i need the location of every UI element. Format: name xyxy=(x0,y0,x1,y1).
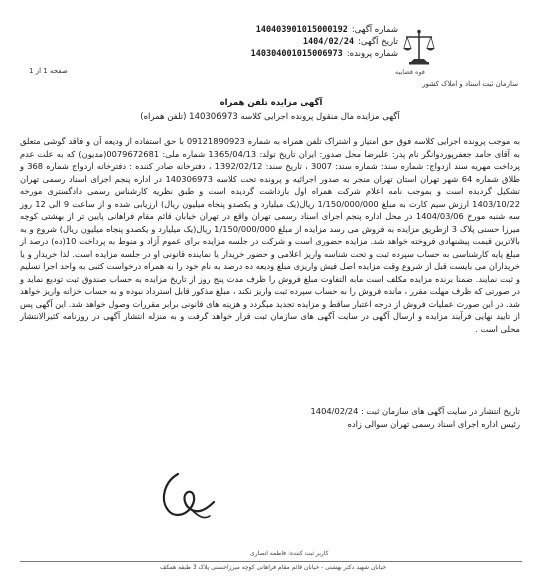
notice-number-label: شماره آگهی: xyxy=(351,25,398,35)
handwritten-signature-icon xyxy=(158,466,218,524)
notice-date: 1404/02/24 xyxy=(302,37,355,47)
publish-date: تاریخ انتشار در سایت آگهی های سازمان ثبت : 1404/02/24 xyxy=(310,406,520,416)
signer-name: رئیس اداره اجرای اسناد رسمی تهران سوالی زاده xyxy=(347,418,520,429)
footer-signatory-name: فاطمه انصاری xyxy=(250,550,287,557)
notice-body xyxy=(20,135,520,335)
notice-subtitle: آگهی مزایده مال منقول پرونده اجرایی کلاسه 140306973 (تلفن همراه) xyxy=(140,112,400,122)
footer-address: خیابان شهید دکتر بهشتی - خیابان قائم مقام فراهانی کوچه میرزاحسنی پلاک 3 طبقه همکف xyxy=(160,564,387,571)
notice-date-row xyxy=(178,36,398,48)
case-number-row xyxy=(178,48,398,60)
footer-signatory xyxy=(250,550,329,557)
footer-role: کاربر ثبت کننده: xyxy=(287,550,329,557)
case-number: 140304001015006973 xyxy=(250,49,343,59)
signer-block xyxy=(20,405,520,430)
notice-date-label: تاریخ آگهی: xyxy=(358,37,398,47)
header-meta xyxy=(178,24,398,60)
notice-title: آگهی مزایده تلفن همراه xyxy=(219,98,323,108)
gov-org: سازمان ثبت اسناد و املاک کشور xyxy=(422,80,518,88)
case-number-label: شماره پرونده: xyxy=(346,49,398,59)
notice-body-paragraph: به موجب پرونده اجرایی کلاسه فوق حق امتیاز و اشتراک تلفن همراه به شماره 09121890923 با حق استفاده از ودیعه آن و فاقد گوشی متعلق به آقای حامد جعفرپوردوانگر نام پدر: علیرضا محل صدور: ایران تاریخ تولد: 1365/04/13 شماره ملی: 0079672681(مدیون) که به علت عدم پرداخت مهریه سند ازدواج: شماره سند: شماره سند: 3007 ، تاریخ سند: 1392/02/12 ، دفترخانه صادر کننده : دفترخانه ازدواج شماره 368 و طلاق شماره 64 شهر تهران استان تهران منجر به صدور اجرائیه و پرونده تحت کلاسه 140306973 در اداره پنجم اجرای اسناد رسمی تهران تشکیل گردیده است و بموجب نامه اعلام شرکت همراه اول بازداشت گردیده است و طبق نظریه کارشناس رسمی دادگستری مورخه 1403/10/22 ارزش سیم کارت به مبلغ 1/150/000/000 ریال(یک میلیارد و یکصدو پنجاه میلیون ریال) ارزیابی شده و از ساعت 9 الی 12 روز سه شنبه مورخ 1404/03/06 در محل اداره پنجم اجرای اسناد رسمی تهران واقع در تهران خیابان قائم مقام فراهانی پایین تر از بهشتی کوچه میرزا حسنی پلاک 3 ازطریق مزایده به فروش می رسد مزایده از مبلغ 1/150/000/000 ریال(یک میلیارد و یکصدو پنجاه میلیون ریال) شروع و به بالاترین قیمت پیشنهادی فروخته خواهد شد. مزایده حضوری است و شرکت در جلسه مزایده برای عموم آزاد و منوط به پرداخت 10(ده) درصد از مبلغ پایه کارشناسی به حساب سپرده ثبت و تحت شناسه واریز اعلامی و حضور خریدار یا نماینده قانونی او در جلسه مزایده است. لذا خریدار و یا خریداران می بایست قبل از شروع وقت مزایده اصل فیش واریزی مبلغ ودیعه ده درصد به نام خود را به همراه درخواست کتبی به واحد اجرا تسلیم و ثبت نمایند. ضمنا برنده مزایده مکلف است مابه التفاوت مبلغ فروش را ظرف مدت پنج روز از تاریخ مزایده به حساب صندوق ثبت تودیع نماید و در صورتی که ظرف مهلت مقرر ، مانده فروش را به حساب سپرده ثبت واریز نکند ، مبلغ مذکور قابل استرداد نبوده و به حساب خزانه واریز خواهد شد. در این صورت عملیات فروش از درجه اعتبار ساقط و مزایده تجدید میگردد و هزینه های قانونی برابر مقررات وصول خواهد شد. این آگهی پس از تایید نهایی فرآیند مزایده و ارسال آگهی در سایت آگهی های سازمان ثبت قرار خواهد گرفت و به منزله انتشار آگهی در روزنامه کثیرالانتشار محلی است . xyxy=(20,136,521,334)
page-counter: صفحه 1 از 1 xyxy=(29,67,68,75)
notice-number-row xyxy=(178,24,398,36)
judiciary-scales-emblem-icon xyxy=(402,28,436,68)
notice-number: 140403901015000192 xyxy=(255,25,348,35)
gov-name: قوه قضاییه xyxy=(395,68,425,76)
footer-divider xyxy=(20,561,522,562)
